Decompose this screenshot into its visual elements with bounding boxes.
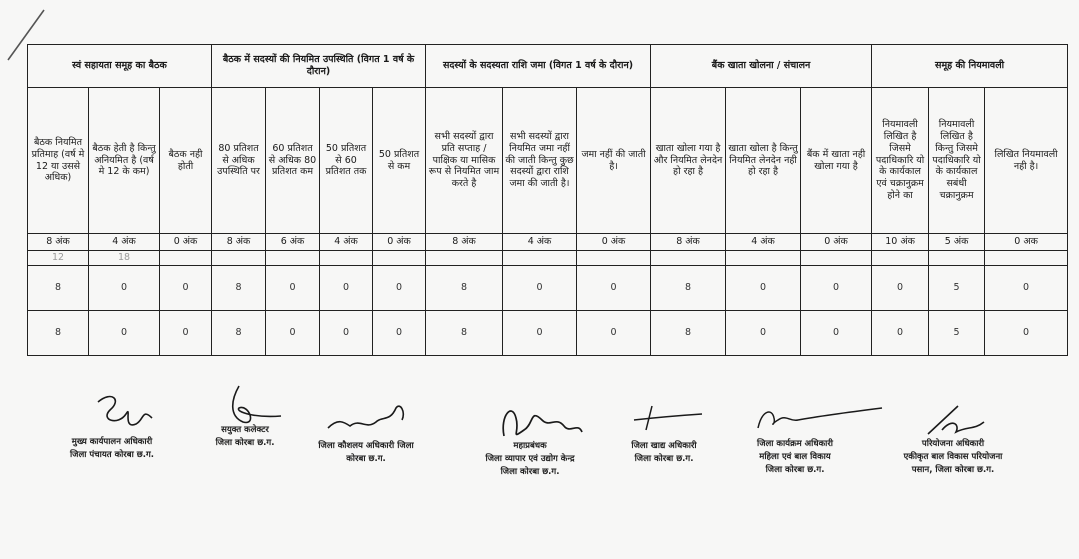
faded-cell: 18 [89,251,160,266]
table-cell: 0 [985,310,1068,355]
table-cell: 0 [577,310,651,355]
signature-block-ceo [52,400,172,462]
signatory-title: परियोजना अधिकारी [921,439,985,449]
column-header: खाता खोला गया है और नियमित लेनदेन हो रहा है [651,88,726,234]
table-cell: 8 [651,265,726,310]
faded-cell [726,251,801,266]
column-header-row [28,88,1068,234]
faded-cell [266,251,320,266]
signatory-office: महिला एवं बाल विकाय [759,451,831,462]
signature-mark [908,400,998,440]
table-cell: 0 [726,265,801,310]
table-row [28,265,1068,310]
column-header: बैंक में खाता नही खोला गया है [801,88,872,234]
marks-cell: 8 अंक [28,234,89,251]
table-cell: 0 [872,310,929,355]
faded-cell [929,251,985,266]
table-cell: 0 [872,265,929,310]
table-cell: 0 [266,265,320,310]
table-cell: 0 [373,265,426,310]
marks-cell: 0 अंक [160,234,212,251]
signature-block-general-manager [462,400,598,478]
table-cell: 0 [89,265,160,310]
faded-cell [373,251,426,266]
marks-cell: 4 अंक [320,234,373,251]
table-cell: 8 [426,310,503,355]
column-header: जमा नहीं की जाती है। [577,88,651,234]
table-cell: 8 [212,310,266,355]
marks-cell: 8 अंक [426,234,503,251]
table-cell: 5 [929,265,985,310]
table-cell: 0 [373,310,426,355]
faded-cell [503,251,577,266]
column-header: लिखित नियमावली नही है। [985,88,1068,234]
marks-cell: 4 अंक [503,234,577,251]
table-cell: 0 [320,310,373,355]
marks-cell: 8 अंक [651,234,726,251]
column-header: नियमावली लिखित है किन्तु जिसमे पदाधिकारि यो के कार्यकाल सबंधी चक्रानुक्रम [929,88,985,234]
column-header: बैठक हेती है किन्तु अनियमित है (वर्ष मे 12 के कम) [89,88,160,234]
marks-cell: 0 अंक [373,234,426,251]
signature-block-project-officer [878,408,1028,476]
signatory-office-location: जिला कोरबा छ.ग. [765,464,825,475]
table-cell: 8 [651,310,726,355]
table-cell: 0 [801,265,872,310]
signatory-office: जिला कोरबा छ.ग. [634,453,694,464]
table-cell: 8 [426,265,503,310]
table-cell: 0 [985,265,1068,310]
signature-mark [320,398,420,438]
group-header-row [28,45,1068,88]
column-header: 80 प्रतिशत से अधिक उपस्थिति पर [212,88,266,234]
signatory-office: जिला पंचायत कोरबा छ.ग. [69,449,155,460]
assessment-table [27,44,1068,356]
signatory-title: सयुक्त कलेक्टर [221,425,269,435]
column-header: नियमावली लिखित है जिसमे पदाधिकारि यो के कार्यकाल एवं चक्रानुक्रम होने का [872,88,929,234]
column-header: बैठक नही होती [160,88,212,234]
group-header-attendance: बैठक में सदस्यों की नियमित उपस्थिति (विगत 1 वर्ष के दौरान) [212,45,426,88]
signatory-office: एकीकृत बाल विकास परियोजना [903,451,1003,462]
table-cell: 0 [89,310,160,355]
table-row [28,310,1068,355]
faded-cell [985,251,1068,266]
table-cell: 8 [28,310,89,355]
table-cell: 0 [503,310,577,355]
signatory-title: जिला कौशलय अधिकारी जिला [318,441,414,451]
signatory-office: जिला कोरबा छ.ग. [215,437,275,448]
table-cell: 0 [503,265,577,310]
table-cell: 0 [160,265,212,310]
signatory-title: मुख्य कार्यपालन अधिकारी [71,437,153,447]
faded-cell: 12 [28,251,89,266]
signatory-title: जिला कार्यक्रम अधिकारी [757,439,833,449]
table-cell: 8 [28,265,89,310]
group-header-membership-deposit: सदस्यों के सदस्यता राशि जमा (विगत 1 वर्ष के दौरान) [426,45,651,88]
column-header: सभी सदस्यों द्वारा नियमित जमा नहीं की जाती किन्तु कुछ सदस्यों द्वारा राशि जमा की जाती है। [503,88,577,234]
table-cell: 0 [577,265,651,310]
marks-cell: 5 अंक [929,234,985,251]
signatory-office: कोरबा छ.ग. [346,453,386,464]
faded-cell [577,251,651,266]
column-header: सभी सदस्यों द्वारा प्रति सप्ताह / पाक्षिक या मासिक रूप से नियमित जाम करते है [426,88,503,234]
table-cell: 0 [160,310,212,355]
signatory-title: महाप्रबंधक [513,441,547,451]
column-header: खाता खोला है किन्तु नियमित लेनदेन नही हो रहा है [726,88,801,234]
faded-cell [872,251,929,266]
group-header-meeting: स्वं सहायता समूह का बैठक [28,45,212,88]
marks-cell: 0 अंक [577,234,651,251]
marks-row [28,234,1068,251]
faded-cell [160,251,212,266]
marks-cell: 0 अंक [801,234,872,251]
table-cell: 8 [212,265,266,310]
table-cell: 0 [801,310,872,355]
signature-mark [750,402,890,432]
signatory-office-location: पसान, जिला कोरबा छ.ग. [911,464,995,475]
marks-cell: 10 अंक [872,234,929,251]
table-cell: 0 [726,310,801,355]
marks-cell: 6 अंक [266,234,320,251]
signatory-office-location: जिला कोरबा छ.ग. [500,466,560,477]
column-header: 50 प्रतिशत से कम [373,88,426,234]
signature-block-food-officer [612,404,716,466]
marks-cell: 4 अंक [726,234,801,251]
faded-cell [212,251,266,266]
marks-cell: 0 अक [985,234,1068,251]
signature-mark [92,390,162,436]
signatory-office: जिला व्यापार एवं उद्योग केन्द्र [485,453,575,464]
signature-block-skill-officer [298,398,434,466]
group-header-bank-account: बैंक खाता खोलना / संचालन [651,45,872,88]
group-header-group-rules: समूह की नियमावली [872,45,1068,88]
faded-cell [651,251,726,266]
faded-cell [320,251,373,266]
table-cell: 0 [266,310,320,355]
faded-cell [426,251,503,266]
marks-cell: 4 अंक [89,234,160,251]
signature-block-program-officer [730,408,860,476]
marks-cell: 8 अंक [212,234,266,251]
signatory-title: जिला खाद्य अधिकारी [631,441,697,451]
column-header: 50 प्रतिशत से 60 प्रतिशत तक [320,88,373,234]
table-cell: 5 [929,310,985,355]
table-cell: 0 [320,265,373,310]
column-header: बैठक नियमित प्रतिमाह (वर्ष मे 12 या उससे अधिक) [28,88,89,234]
signature-mark [622,402,712,436]
faded-cell [801,251,872,266]
signature-block-joint-collector [195,384,295,450]
faded-row [28,251,1068,266]
column-header: 60 प्रतिशत से अधिक 80 प्रतिशत कम [266,88,320,234]
